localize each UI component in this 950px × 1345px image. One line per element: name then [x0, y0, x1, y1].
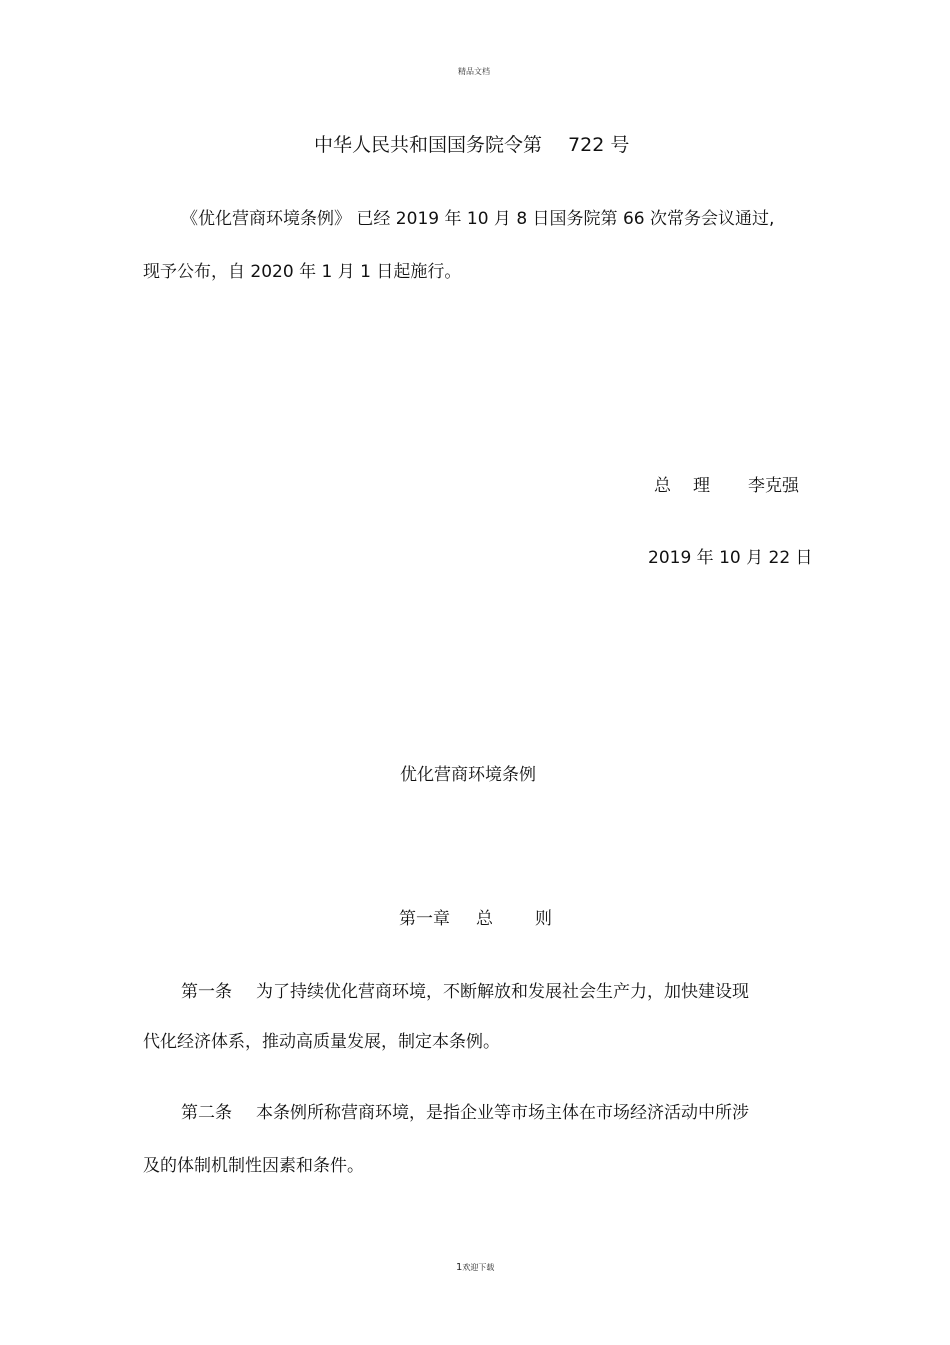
- signature-line: [654, 471, 799, 496]
- footer-note: 欢迎下载: [462, 1263, 495, 1272]
- signature-role-a: 总: [654, 476, 671, 496]
- article-1-line-2: 代化经济体系，推动高质量发展，制定本条例。: [143, 1032, 500, 1052]
- regulation-title: 优化营商环境条例: [400, 765, 536, 785]
- decree-number: 722 号: [568, 134, 630, 156]
- article-2-line-1: [181, 1098, 749, 1123]
- article-1-label: 第一条: [181, 982, 232, 1002]
- decree-paragraph-line-1: 《优化营商环境条例》 已经 2019 年 10 月 8 日国务院第 66 次常务会议通过,: [181, 209, 775, 229]
- chapter-name-a: 总: [476, 909, 493, 929]
- decree-title: [314, 130, 629, 157]
- header-watermark: 精品文档: [458, 67, 490, 76]
- signature-role-b: 理: [693, 476, 710, 496]
- article-1-line-1: [181, 977, 749, 1002]
- article-2-line-2: 及的体制机制性因素和条件。: [143, 1156, 364, 1176]
- article-2-label: 第二条: [181, 1103, 232, 1123]
- chapter-label: 第一章: [399, 909, 450, 929]
- page-number: 1: [456, 1262, 463, 1273]
- page-footer: [456, 1262, 494, 1273]
- article-2-text-1: 本条例所称营商环境，是指企业等市场主体在市场经济活动中所涉: [256, 1103, 749, 1123]
- chapter-heading: [399, 904, 552, 929]
- decree-title-text: 中华人民共和国国务院令第: [314, 134, 543, 156]
- chapter-name-b: 则: [535, 909, 552, 929]
- article-1-text-1: 为了持续优化营商环境，不断解放和发展社会生产力，加快建设现: [256, 982, 749, 1002]
- signature-name: 李克强: [748, 476, 799, 496]
- decree-paragraph-line-2: 现予公布，自 2020 年 1 月 1 日起施行。: [143, 262, 462, 282]
- signature-date: 2019 年 10 月 22 日: [648, 548, 813, 568]
